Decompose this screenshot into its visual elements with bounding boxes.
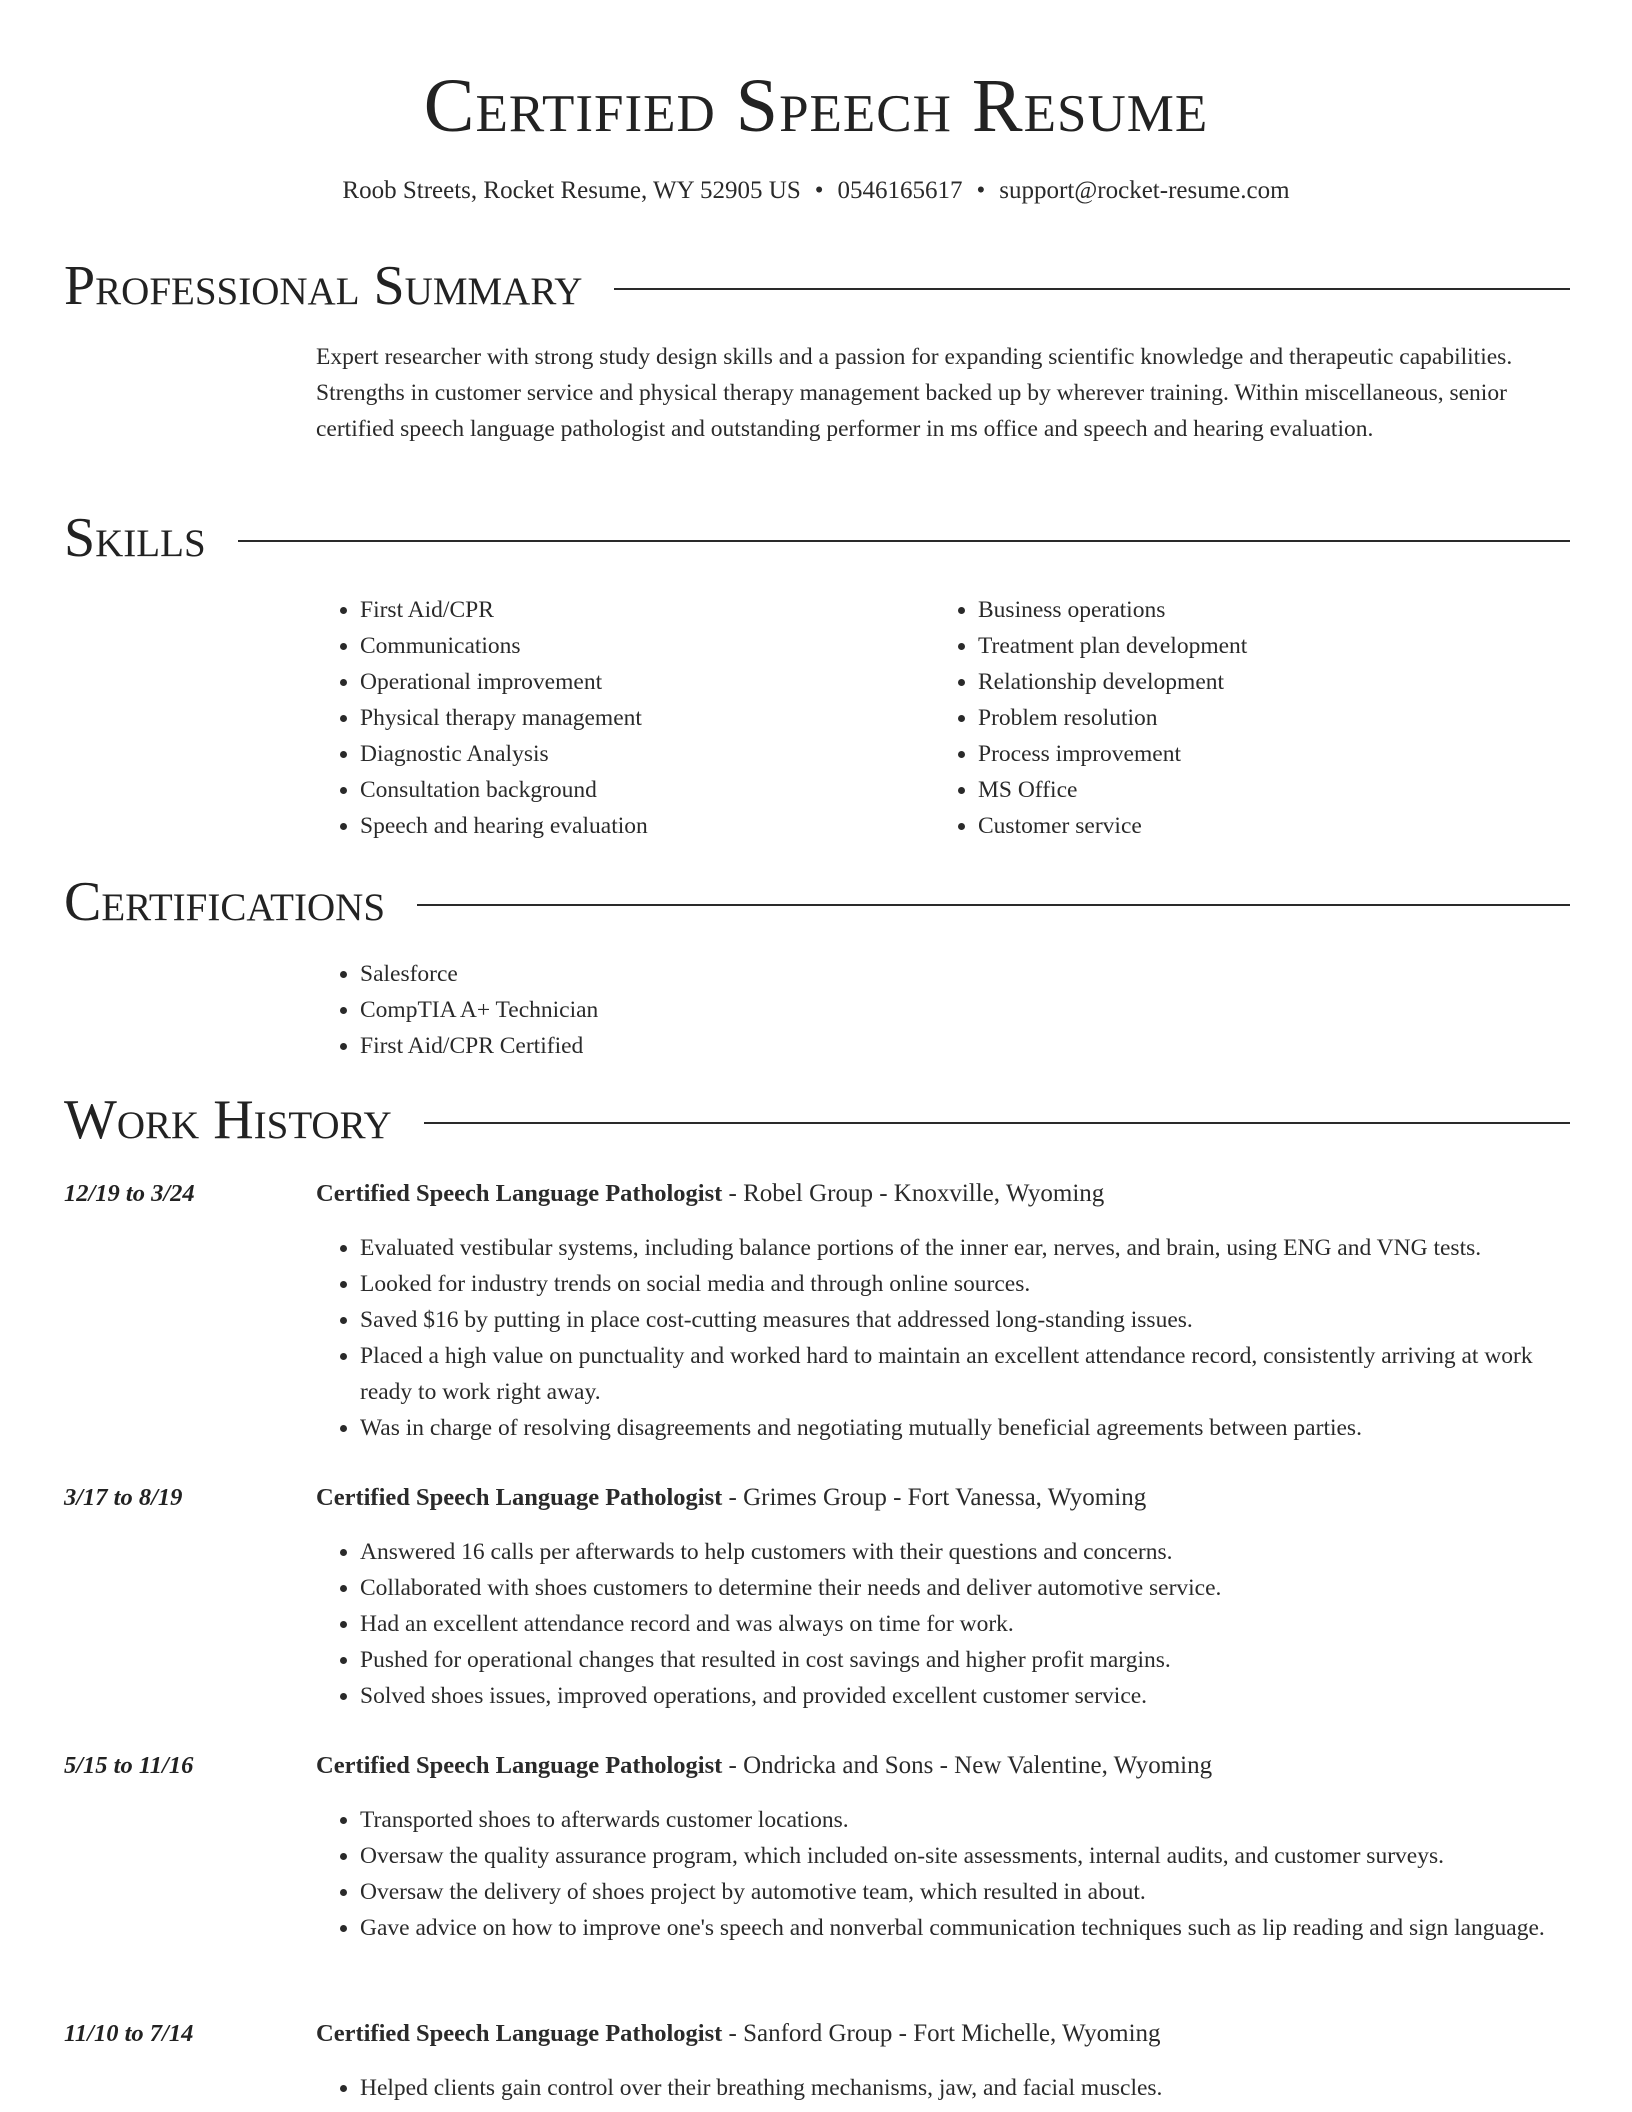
skill-item: • Treatment plan development bbox=[978, 628, 1554, 664]
duty-item: • Had an excellent attendance record and was always on time for work. bbox=[360, 1606, 1570, 1642]
job-employer: - Robel Group - Knoxville, Wyoming bbox=[722, 1180, 1105, 1207]
job-dates: 11/10 to 7/14 bbox=[64, 2020, 194, 2047]
job-title: Certified Speech Language Pathologist bbox=[316, 1180, 723, 1207]
certification-item: • First Aid/CPR Certified bbox=[360, 1028, 1570, 1064]
duty-item: • Helped clients gain control over their breathing mechanisms, jaw, and facial muscles. bbox=[360, 2070, 1570, 2106]
duty-item: • Was in charge of resolving disagreements and negotiating mutually beneficial agreements between parties. bbox=[360, 1410, 1570, 1446]
job-title-line bbox=[316, 1480, 1570, 1516]
skills-column-left bbox=[316, 592, 876, 844]
duty-item: • Oversaw the delivery of shoes project by automotive team, which resulted in about. bbox=[360, 1874, 1570, 1910]
skill-item: • Consultation background bbox=[360, 772, 876, 808]
section-divider bbox=[238, 540, 1570, 542]
skills-list-left bbox=[316, 592, 876, 844]
section-title-skills: Skills bbox=[64, 507, 206, 569]
duty-item: • Oversaw the quality assurance program, which included on-site assessments, internal audits, and customer surveys. bbox=[360, 1838, 1570, 1874]
skill-item: • Physical therapy management bbox=[360, 700, 876, 736]
job-duties bbox=[316, 1230, 1570, 1446]
section-header-certifications bbox=[64, 870, 1570, 934]
job-title: Certified Speech Language Pathologist bbox=[316, 1484, 723, 1511]
contact-email: support@rocket-resume.com bbox=[999, 177, 1290, 204]
duty-item: • Saved $16 by putting in place cost-cutting measures that addressed long-standing issues. bbox=[360, 1302, 1570, 1338]
skill-item: • Process improvement bbox=[978, 736, 1554, 772]
job-duties bbox=[316, 1802, 1570, 1946]
duty-item: • Solved shoes issues, improved operations, and provided excellent customer service. bbox=[360, 1678, 1570, 1714]
job-employer: - Sanford Group - Fort Michelle, Wyoming bbox=[722, 2020, 1161, 2047]
job-duties bbox=[316, 1534, 1570, 1714]
skills-list-right bbox=[934, 592, 1554, 844]
skill-item: • Speech and hearing evaluation bbox=[360, 808, 876, 844]
certifications-list bbox=[316, 956, 1570, 1064]
section-divider bbox=[417, 904, 1570, 906]
skill-item: • MS Office bbox=[978, 772, 1554, 808]
duty-item: • Evaluated vestibular systems, including balance portions of the inner ear, nerves, and brain, using ENG and VNG tests. bbox=[360, 1230, 1570, 1266]
section-divider bbox=[424, 1122, 1570, 1124]
skill-item: • Operational improvement bbox=[360, 664, 876, 700]
job-employer: - Ondricka and Sons - New Valentine, Wyoming bbox=[722, 1752, 1213, 1779]
section-header-work-history bbox=[64, 1088, 1570, 1152]
certification-item: • Salesforce bbox=[360, 956, 1570, 992]
duty-item: • Placed a high value on punctuality and worked hard to maintain an excellent attendance record, consistently arriving at work ready to work right away. bbox=[360, 1338, 1570, 1410]
duty-item: • Gave advice on how to improve one's speech and nonverbal communication techniques such as lip reading and sign language. bbox=[360, 1910, 1570, 1946]
summary-text: Expert researcher with strong study design skills and a passion for expanding scientific knowledge and therapeutic capabilities. Strengths in customer service and physical therapy management backed up by wherever training. Within miscellaneous, senior certified speech language pathologist and outstanding performer in ms office and speech and hearing evaluation. bbox=[316, 344, 1513, 442]
duty-item: • Pushed for operational changes that resulted in cost savings and higher profit margins. bbox=[360, 1642, 1570, 1678]
job-duties bbox=[316, 2070, 1570, 2106]
duty-item: • Collaborated with shoes customers to determine their needs and deliver automotive service. bbox=[360, 1570, 1570, 1606]
section-header-summary bbox=[64, 254, 1570, 318]
duty-item: • Answered 16 calls per afterwards to help customers with their questions and concerns. bbox=[360, 1534, 1570, 1570]
job-dates: 3/17 to 8/19 bbox=[64, 1484, 183, 1511]
skill-item: • Problem resolution bbox=[978, 700, 1554, 736]
section-header-skills bbox=[64, 506, 1570, 570]
duties-list bbox=[316, 1534, 1570, 1714]
contact-line bbox=[0, 174, 1632, 208]
job-title-line bbox=[316, 2016, 1570, 2052]
section-divider bbox=[614, 288, 1570, 290]
skill-item: • First Aid/CPR bbox=[360, 592, 876, 628]
duties-list bbox=[316, 1802, 1570, 1946]
skill-item: • Customer service bbox=[978, 808, 1554, 844]
job-title-line bbox=[316, 1748, 1570, 1784]
duty-item: • Looked for industry trends on social media and through online sources. bbox=[360, 1266, 1570, 1302]
resume-name: Certified Speech Resume bbox=[423, 64, 1209, 148]
section-title-certifications: Certifications bbox=[64, 871, 386, 933]
skill-item: • Relationship development bbox=[978, 664, 1554, 700]
contact-phone: 0546165617 bbox=[837, 177, 963, 204]
contact-separator: • bbox=[976, 177, 986, 204]
section-title-summary: Professional Summary bbox=[64, 255, 583, 317]
skill-item: • Diagnostic Analysis bbox=[360, 736, 876, 772]
job-employer: - Grimes Group - Fort Vanessa, Wyoming bbox=[722, 1484, 1147, 1511]
job-title: Certified Speech Language Pathologist bbox=[316, 1752, 723, 1779]
duty-item: • Transported shoes to afterwards customer locations. bbox=[360, 1802, 1570, 1838]
section-title-work-history: Work History bbox=[64, 1089, 392, 1151]
skills-column-right bbox=[934, 592, 1554, 844]
contact-address: Roob Streets, Rocket Resume, WY 52905 US bbox=[342, 177, 801, 204]
certifications-block bbox=[316, 956, 1570, 1064]
duties-list bbox=[316, 2070, 1570, 2106]
job-dates: 12/19 to 3/24 bbox=[64, 1180, 195, 1207]
job-title: Certified Speech Language Pathologist bbox=[316, 2020, 723, 2047]
skill-item: • Business operations bbox=[978, 592, 1554, 628]
skill-item: • Communications bbox=[360, 628, 876, 664]
contact-separator: • bbox=[814, 177, 824, 204]
duties-list bbox=[316, 1230, 1570, 1446]
certification-item: • CompTIA A+ Technician bbox=[360, 992, 1570, 1028]
job-dates: 5/15 to 11/16 bbox=[64, 1752, 194, 1779]
job-title-line bbox=[316, 1176, 1570, 1212]
